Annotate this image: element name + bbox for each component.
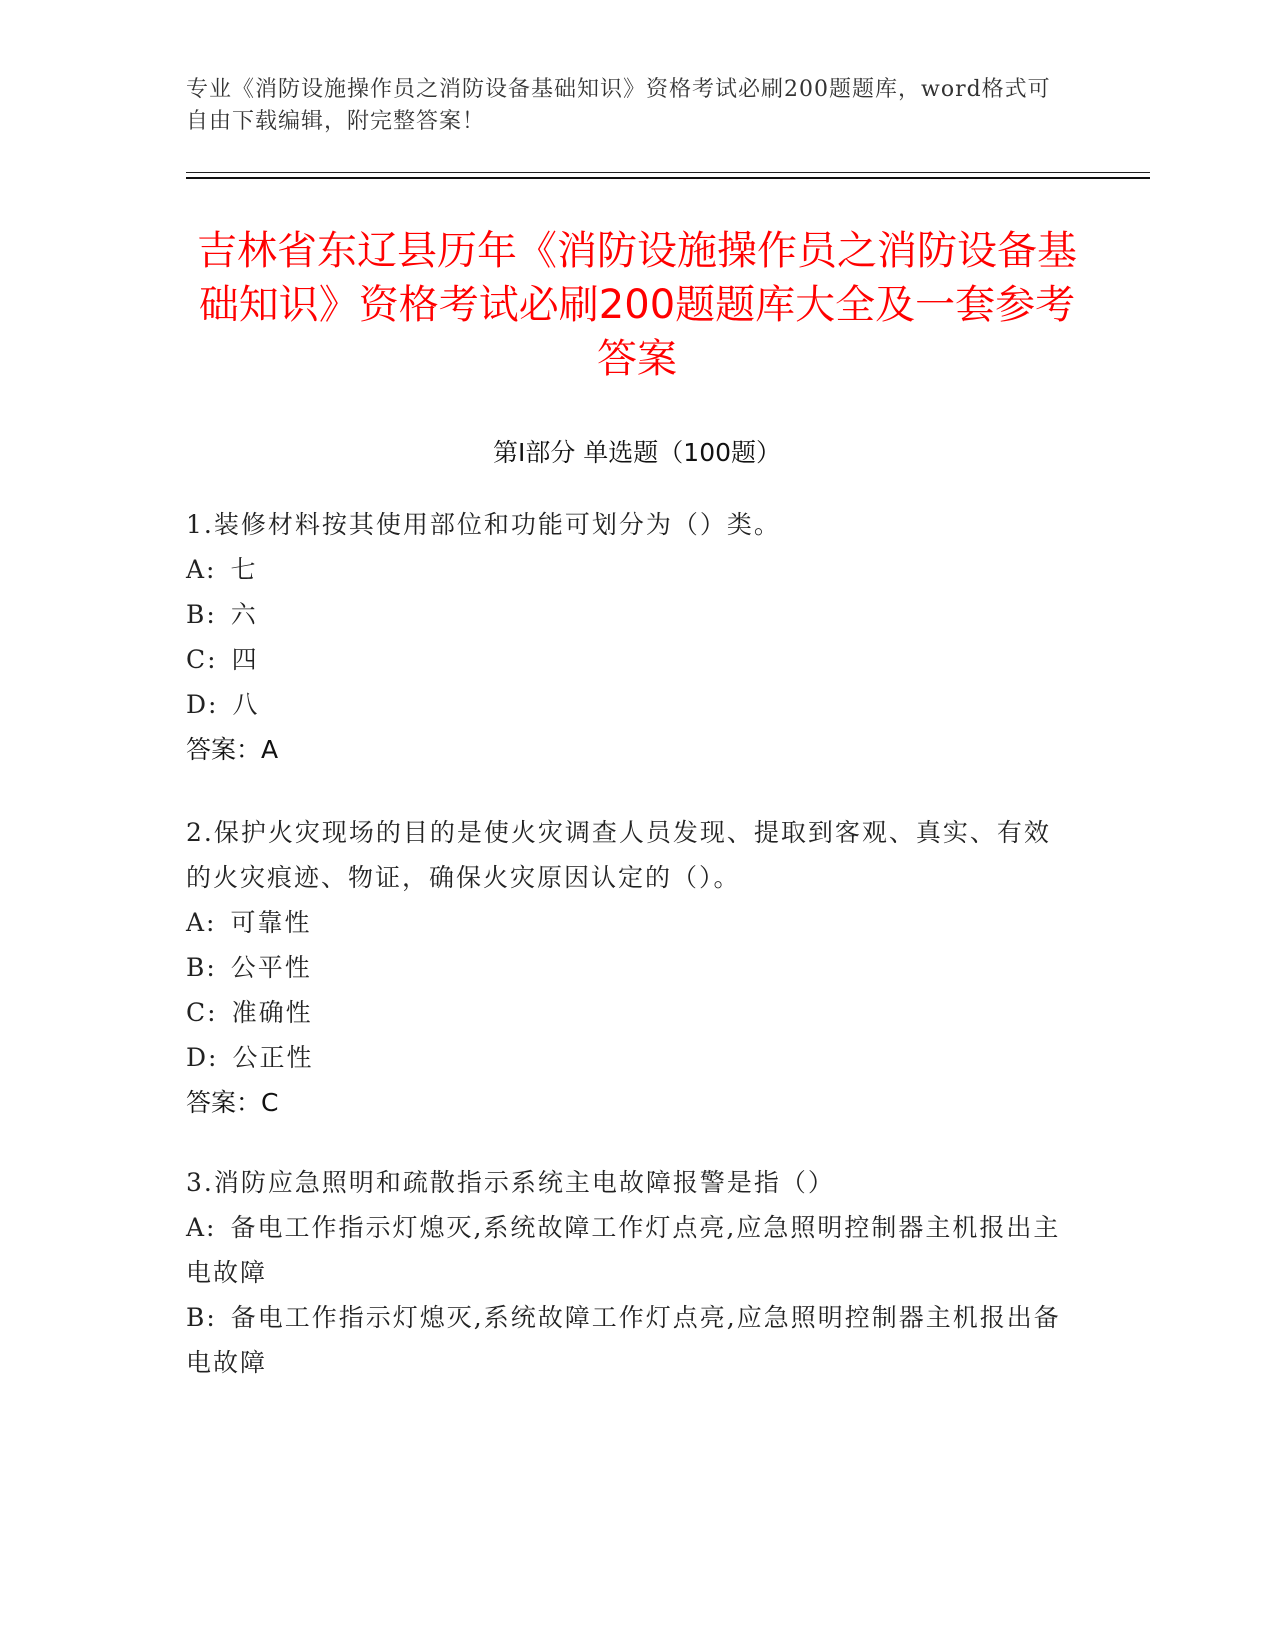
option-a xyxy=(186,1205,1066,1295)
question-text: 1.装修材料按其使用部位和功能可划分为（）类。 xyxy=(186,510,781,539)
option-text: 六 xyxy=(230,600,258,629)
option-letter: B: xyxy=(186,1303,217,1332)
question-text: 3.消防应急照明和疏散指示系统主电故障报警是指（） xyxy=(186,1168,835,1197)
option-text: 四 xyxy=(231,645,259,674)
question-2 xyxy=(186,810,1066,1125)
document-title: 吉林省东辽县历年《消防设施操作员之消防设备基础知识》资格考试必刷200题题库大全及一套参考答案 xyxy=(197,228,1077,382)
option-c xyxy=(186,990,1066,1035)
answer-value: C xyxy=(261,1088,279,1117)
answer-value: A xyxy=(261,735,279,764)
option-text: 可靠性 xyxy=(230,908,312,937)
question-text: 2.保护火灾现场的目的是使火灾调查人员发现、提取到客观、真实、有效的火灾痕迹、物证，确保火灾原因认定的（）。 xyxy=(186,818,1051,892)
option-letter: C: xyxy=(186,645,218,674)
option-text: 备电工作指示灯熄灭,系统故障工作灯点亮,应急照明控制器主机报出主电故障 xyxy=(186,1213,1061,1287)
answer-label: 答案： xyxy=(186,1088,262,1117)
option-b xyxy=(186,945,1066,990)
answer-line xyxy=(186,727,1066,772)
option-letter: D: xyxy=(186,1043,219,1072)
option-a xyxy=(186,547,1066,592)
option-text: 公平性 xyxy=(230,953,312,982)
header-note: 专业《消防设施操作员之消防设备基础知识》资格考试必刷200题题库，word格式可自由下载编辑，附完整答案！ xyxy=(186,77,1051,134)
option-d xyxy=(186,682,1066,727)
option-b xyxy=(186,1295,1066,1385)
option-a xyxy=(186,900,1066,945)
answer-label: 答案： xyxy=(186,735,262,764)
option-text: 准确性 xyxy=(231,998,313,1027)
option-letter: A: xyxy=(186,908,217,937)
header-divider-thick xyxy=(186,177,1150,179)
answer-line xyxy=(186,1080,1066,1125)
option-letter: A: xyxy=(186,555,217,584)
option-letter: B: xyxy=(186,600,217,629)
option-d xyxy=(186,1035,1066,1080)
option-letter: C: xyxy=(186,998,218,1027)
option-letter: D: xyxy=(186,690,219,719)
option-text: 七 xyxy=(230,555,258,584)
section-heading: 第Ⅰ部分 单选题（100题） xyxy=(492,438,782,467)
option-text: 公正性 xyxy=(232,1043,314,1072)
question-3 xyxy=(186,1160,1066,1385)
option-text: 备电工作指示灯熄灭,系统故障工作灯点亮,应急照明控制器主机报出备电故障 xyxy=(186,1303,1061,1377)
option-letter: A: xyxy=(186,1213,217,1242)
header-divider-thin xyxy=(186,172,1150,173)
question-1 xyxy=(186,502,1066,772)
option-text: 八 xyxy=(232,690,260,719)
option-b xyxy=(186,592,1066,637)
option-letter: B: xyxy=(186,953,217,982)
option-c xyxy=(186,637,1066,682)
